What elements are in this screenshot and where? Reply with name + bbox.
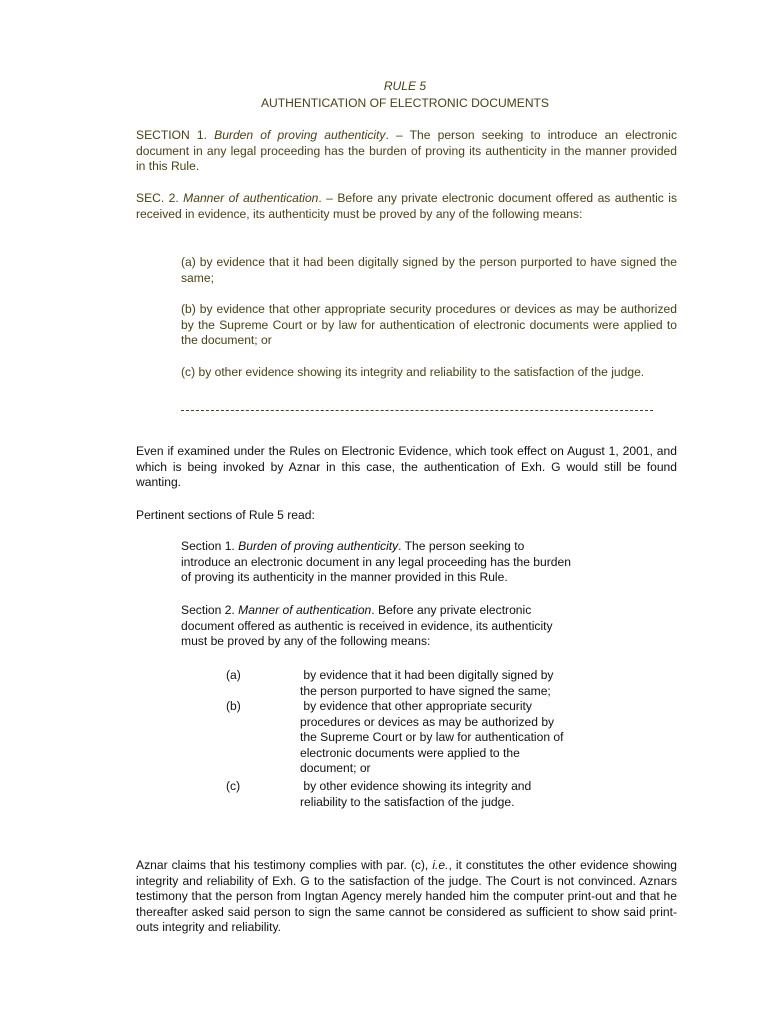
quote-means-a-line: the person purported to have signed the same;	[300, 683, 551, 698]
rule-means-c: (c) by other evidence showing its integrity and reliability to the satisfaction of the judge.	[181, 365, 645, 379]
quote-section-2-line-2: document offered as authentic is received in evidence, its authenticity	[181, 618, 553, 633]
quote-section-1-text: . The person seeking to	[398, 539, 525, 553]
quote-section-1-line-3: of proving its authenticity in the manner provided in this Rule.	[181, 570, 508, 585]
quote-section-1-line-2: introduce an electronic document in any legal proceeding has the burden	[181, 554, 571, 569]
rule-heading: AUTHENTICATION OF ELECTRONIC DOCUMENTS	[260, 96, 550, 110]
section-1-prefix: SECTION 1.	[136, 128, 215, 142]
quote-section-2-line-3: must be proved by any of the following means:	[181, 634, 431, 649]
decision-paragraph-3	[136, 858, 677, 936]
section-2-title: Manner of authentication	[183, 191, 319, 205]
quote-section-2	[181, 603, 651, 650]
quote-section-2-line-1	[181, 603, 651, 619]
paragraph-3-ie: i.e.	[432, 858, 449, 872]
section-2-body: . – Before any private electronic document offered as authentic is received in evidence, its authenticity must be proved by any of the following means:	[136, 191, 677, 221]
quote-means-label-a: (a)	[226, 668, 241, 682]
quote-section-2-title: Manner of authentication	[238, 603, 372, 617]
quote-means-b-line: procedures or devices as may be authorized by	[300, 714, 555, 729]
quote-means-a-line: by evidence that it had been digitally signed by	[300, 668, 554, 682]
paragraph-3-rest: , it constitutes the other evidence showing integrity and reliability of Exh. G to the satisfaction of the judge. The Court is not convinced. Aznars testimony that the person from Ingtan Agency merely handed him the computer print-out and that he thereafter asked said person to sign the same cannot be considered as sufficient to show said print-outs integrity and reliability.	[136, 858, 677, 935]
quote-means-b-line: document; or	[300, 761, 371, 776]
rule-means-b: (b) by evidence that other appropriate security procedures or devices as may be authorized by the Supreme Court or by law for authentication of electronic documents were applied to the document; or	[181, 302, 677, 348]
rule-section-1	[136, 128, 677, 175]
quote-means-b-line: by evidence that other appropriate security	[300, 699, 532, 713]
section-1-title: Burden of proving authenticity	[214, 128, 386, 142]
section-1-body: . – The person seeking to introduce an electronic document in any legal proceeding has the burden of proving its authenticity in the manner provided in this Rule.	[136, 128, 677, 174]
decision-paragraph-1: Even if examined under the Rules on Electronic Evidence, which took effect on August 1, 2001, and which is being invoked by Aznar in this case, the authentication of Exh. G would still be found wanting.	[136, 444, 677, 490]
quote-section-2-prefix: Section 2.	[181, 603, 239, 617]
quote-means-label-b: (b)	[226, 699, 241, 713]
rule-means-a: (a) by evidence that it had been digitally signed by the person purported to have signed the same;	[181, 255, 677, 285]
paragraph-3-intro: Aznar claims that his testimony complies with par. (c),	[136, 858, 433, 872]
quote-section-2-text: . Before any private electronic	[371, 603, 532, 617]
quote-means-a	[300, 668, 620, 699]
quote-means-label-c: (c)	[226, 779, 241, 793]
rule-number: RULE 5	[383, 79, 427, 93]
quote-section-1-prefix: Section 1.	[181, 539, 239, 553]
quote-means-c-line: reliability to the satisfaction of the judge.	[300, 794, 515, 809]
quote-means-c	[300, 779, 620, 810]
quote-section-1-line-1	[181, 539, 651, 555]
quote-means-b-line: electronic documents were applied to the	[300, 745, 520, 760]
quote-means-b	[300, 699, 620, 777]
rule-section-2	[136, 191, 677, 222]
section-divider	[181, 410, 653, 411]
quote-section-1-title: Burden of proving authenticity	[238, 539, 399, 553]
section-2-prefix: SEC. 2.	[136, 191, 184, 205]
quote-means-c-line: by other evidence showing its integrity and	[300, 779, 532, 793]
quote-section-1	[181, 539, 651, 586]
quote-means-b-line: the Supreme Court or by law for authentication of	[300, 730, 564, 745]
decision-paragraph-2: Pertinent sections of Rule 5 read:	[136, 508, 315, 522]
